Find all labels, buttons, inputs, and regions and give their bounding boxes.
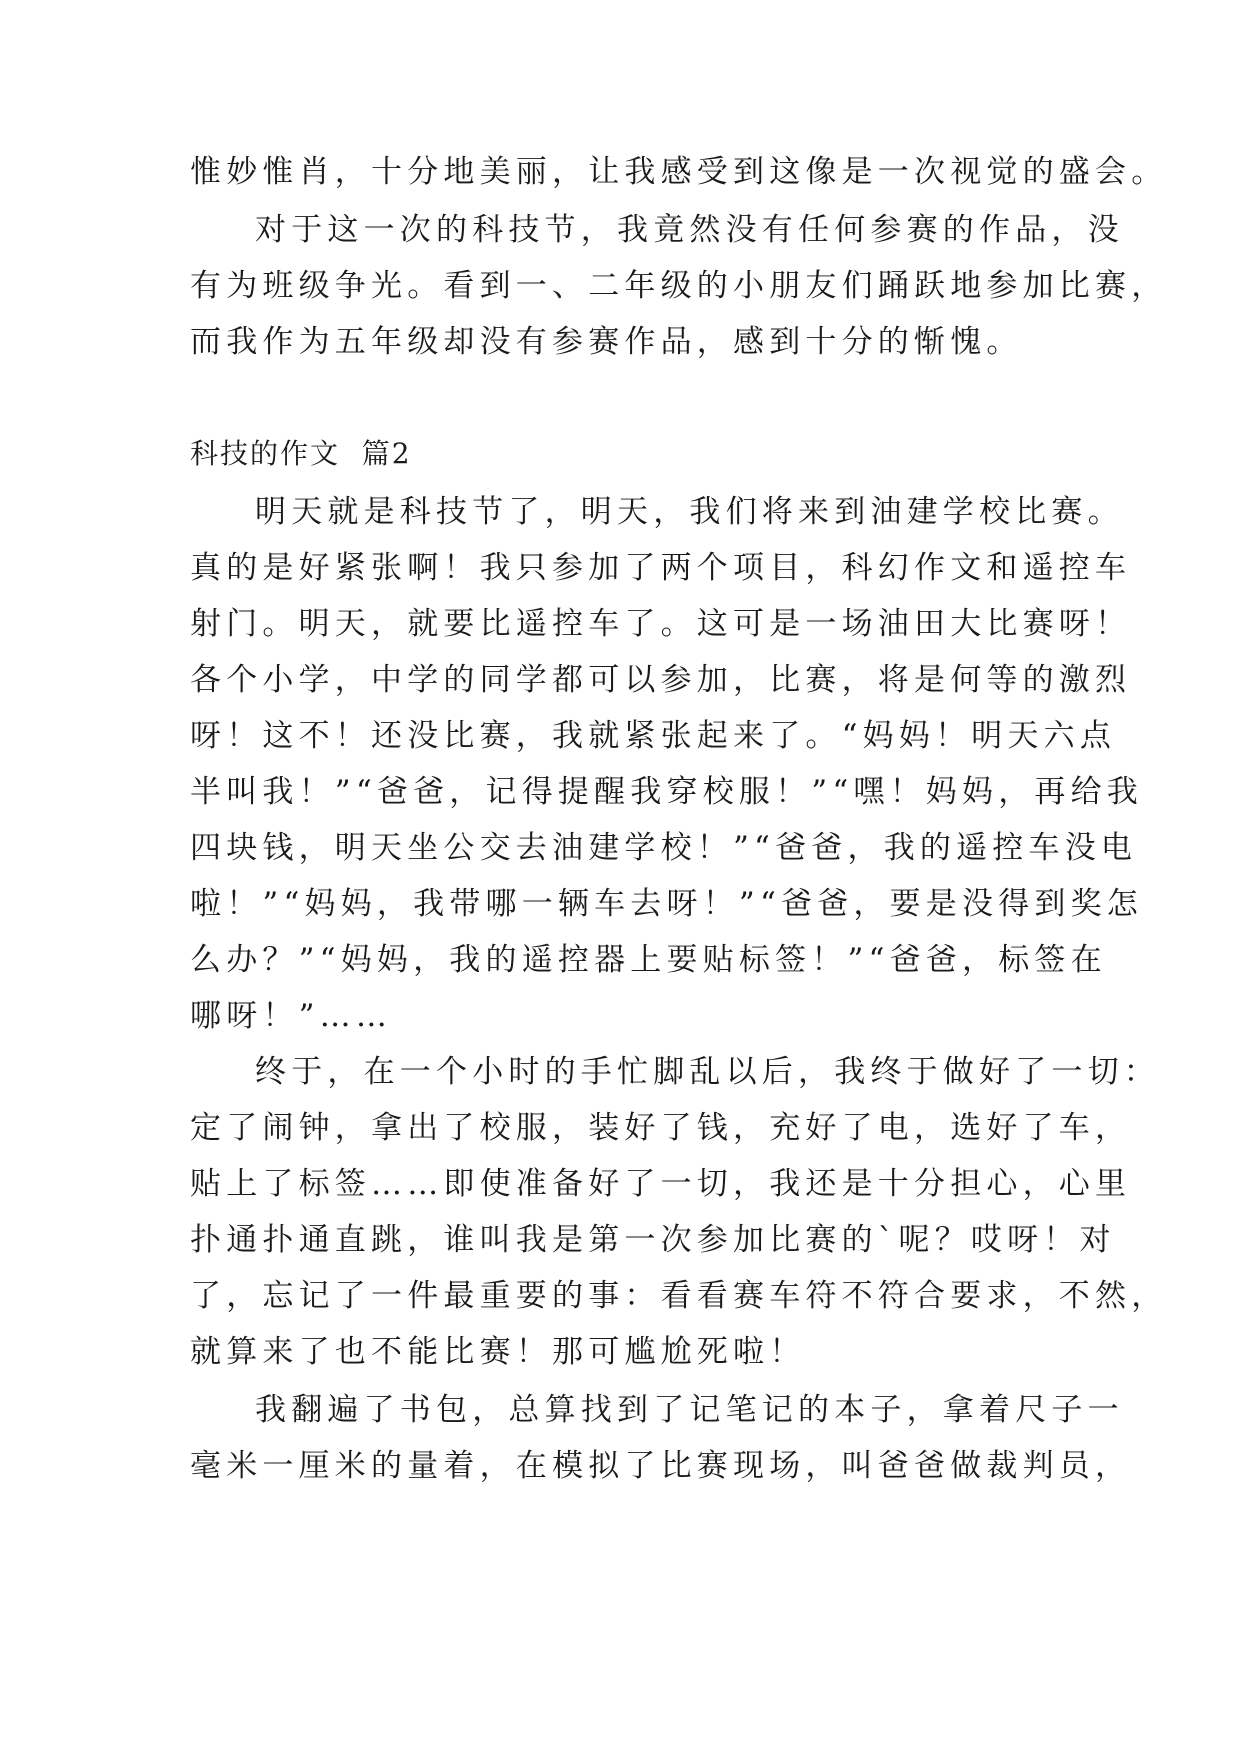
text-line: 而我作为五年级却没有参赛作品，感到十分的惭愧。 (190, 324, 1023, 360)
text-line: 毫米一厘米的量着，在模拟了比赛现场，叫爸爸做裁判员， (190, 1448, 1132, 1484)
text-line: 四块钱，明天坐公交去油建学校！”“爸爸，我的遥控车没电 (190, 830, 1138, 866)
text-line: 哪呀！”…… (190, 998, 393, 1034)
paragraph-start-line: 对于这一次的科技节，我竟然没有任何参赛的作品，没 (255, 212, 1124, 248)
section-heading: 科技的作文 篇2 (190, 437, 412, 470)
text-line: 定了闹钟，拿出了校服，装好了钱，充好了电，选好了车， (190, 1110, 1132, 1146)
text-line: 各个小学，中学的同学都可以参加，比赛，将是何等的激烈 (190, 662, 1132, 698)
text-line: 呀！这不！还没比赛，我就紧张起来了。“妈妈！明天六点 (190, 718, 1117, 754)
text-line: 么办？”“妈妈，我的遥控器上要贴标签！”“爸爸，标签在 (190, 942, 1107, 978)
text-line: 惟妙惟肖，十分地美丽，让我感受到这像是一次视觉的盛会。 (190, 154, 1168, 190)
text-line: 了，忘记了一件最重要的事：看看赛车符不符合要求，不然， (190, 1278, 1168, 1314)
text-line: 射门。明天，就要比遥控车了。这可是一场油田大比赛呀！ (190, 606, 1132, 642)
text-line: 半叫我！”“爸爸，记得提醒我穿校服！”“嘿！妈妈，再给我 (190, 774, 1143, 810)
text-line: 扑通扑通直跳，谁叫我是第一次参加比赛的`呢？哎呀！对 (190, 1222, 1116, 1258)
text-line: 有为班级争光。看到一、二年级的小朋友们踊跃地参加比赛， (190, 268, 1168, 304)
text-line: 啦！”“妈妈，我带哪一辆车去呀！”“爸爸，要是没得到奖怎 (190, 886, 1143, 922)
text-line: 真的是好紧张啊！我只参加了两个项目，科幻作文和遥控车 (190, 550, 1132, 586)
paragraph-start-line: 我翻遍了书包，总算找到了记笔记的本子，拿着尺子一 (255, 1392, 1124, 1428)
paragraph-start-line: 终于，在一个小时的手忙脚乱以后，我终于做好了一切： (255, 1054, 1160, 1090)
text-line: 就算来了也不能比赛！那可尴尬死啦！ (190, 1334, 806, 1370)
paragraph-start-line: 明天就是科技节了，明天，我们将来到油建学校比赛。 (255, 494, 1124, 530)
text-line: 贴上了标签……即使准备好了一切，我还是十分担心，心里 (190, 1166, 1132, 1202)
